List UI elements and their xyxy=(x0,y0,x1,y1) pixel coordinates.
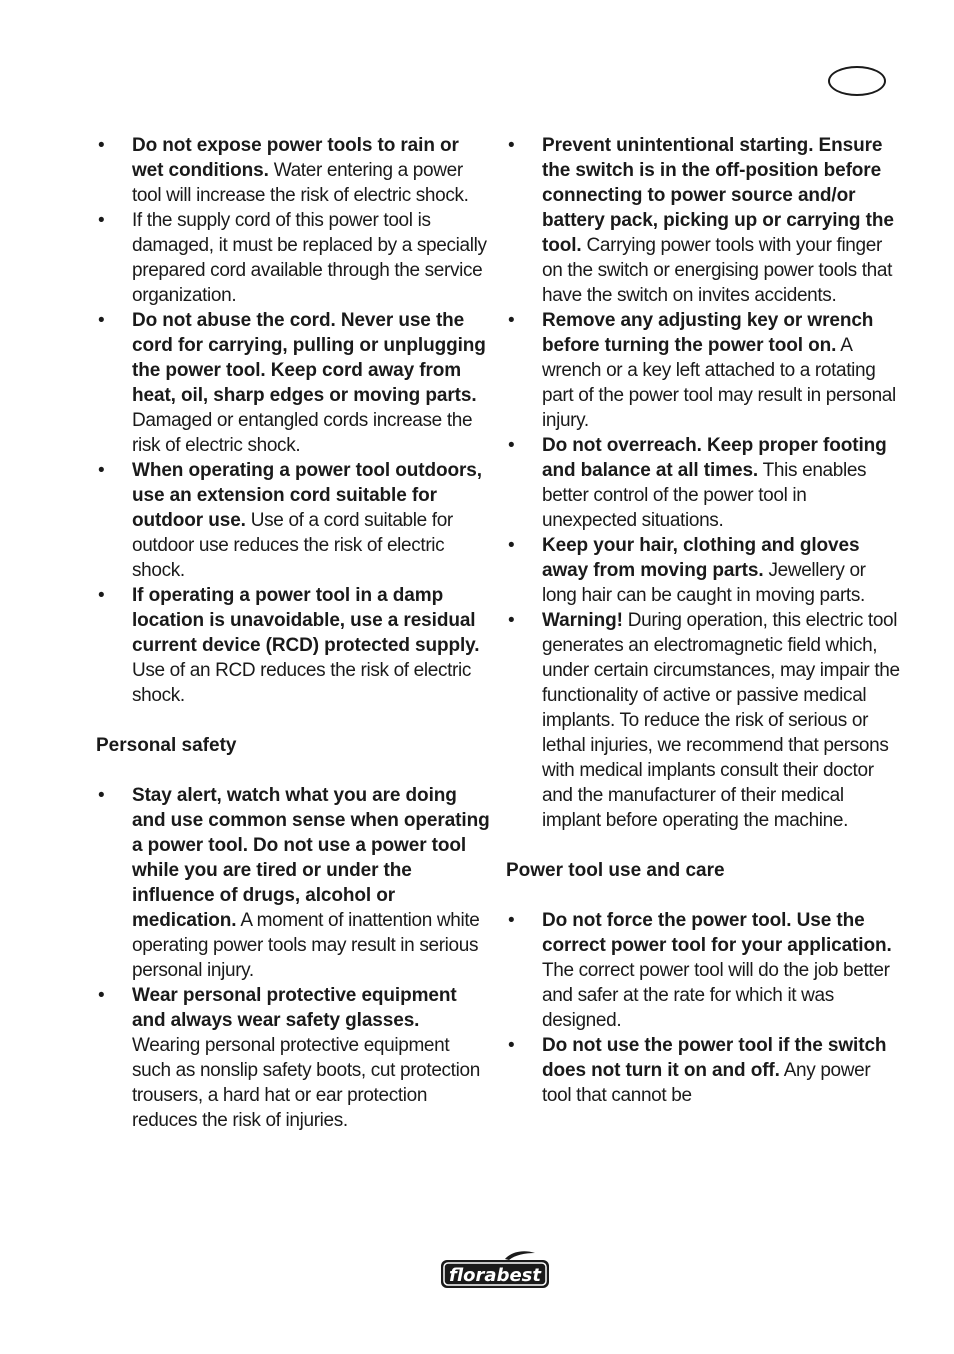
florabest-logo-icon xyxy=(439,1250,551,1290)
left-column xyxy=(96,133,490,1133)
list-item: • Do not expose power tools to rain or wet conditions. Water entering a power tool will increase the risk of electric shock. xyxy=(96,133,490,208)
list-item: • Do not overreach. Keep proper footing and balance at all times. This enables better control of the power tool in unexpected situations. xyxy=(506,433,900,533)
right-safety-list-top xyxy=(506,133,900,833)
right-safety-list-bottom xyxy=(506,908,900,1108)
list-item: • Do not use the power tool if the switch does not turn it on and off. Any power tool that cannot be xyxy=(506,1033,900,1108)
language-badge-oval xyxy=(828,66,886,96)
right-column xyxy=(506,133,900,1108)
list-item: • If the supply cord of this power tool is damaged, it must be replaced by a specially prepared cord available through the service organization. xyxy=(96,208,490,308)
left-safety-list-bottom xyxy=(96,783,490,1133)
list-item: • Remove any adjusting key or wrench before turning the power tool on. A wrench or a key left attached to a rotating part of the power tool may result in personal injury. xyxy=(506,308,900,433)
florabest-logo xyxy=(439,1250,551,1290)
list-item: • When operating a power tool outdoors, use an extension cord suitable for outdoor use. Use of a cord suitable for outdoor use reduces the risk of electric shock. xyxy=(96,458,490,583)
list-item: • Stay alert, watch what you are doing and use common sense when operating a power tool. Do not use a power tool while you are tired or under the influence of drugs, alcohol or medication. A moment of inattention white operating power tools may result in serious personal injury. xyxy=(96,783,490,983)
section-title-personal-safety: Personal safety xyxy=(96,735,237,756)
list-item: • Keep your hair, clothing and gloves away from moving parts. Jewellery or long hair can be caught in moving parts. xyxy=(506,533,900,608)
list-item: • Do not abuse the cord. Never use the cord for carrying, pulling or unplugging the power tool. Keep cord away from heat, oil, sharp edges or moving parts. Damaged or entangled cords increase the risk of electric shock. xyxy=(96,308,490,458)
list-item: • Wear personal protective equipment and always wear safety glasses. Wearing personal protective equipment such as nonslip safety boots, cut protection trousers, a hard hat or ear protection reduces the risk of injuries. xyxy=(96,983,490,1133)
list-item: • Do not force the power tool. Use the correct power tool for your application. The correct power tool will do the job better and safer at the rate for which it was designed. xyxy=(506,908,900,1033)
left-safety-list-top xyxy=(96,133,490,708)
section-title-power-tool-use: Power tool use and care xyxy=(506,860,725,881)
svg-text:florabest: florabest xyxy=(449,1265,541,1286)
list-item: • If operating a power tool in a damp location is unavoidable, use a residual current device (RCD) protected supply. Use of an RCD reduces the risk of electric shock. xyxy=(96,583,490,708)
list-item: • Prevent unintentional starting. Ensure the switch is in the off-position before connecting to power source and/or battery pack, picking up or carrying the tool. Carrying power tools with your finger on the switch or energising power tools that have the switch on invites accidents. xyxy=(506,133,900,308)
list-item: • Warning! During operation, this electric tool generates an electromagnetic field which, under certain circumstances, may impair the functionality of active or passive medical implants. To reduce the risk of serious or lethal injuries, we recommend that persons with medical implants consult their doctor and the manufacturer of their medical implant before operating the machine. xyxy=(506,608,900,833)
